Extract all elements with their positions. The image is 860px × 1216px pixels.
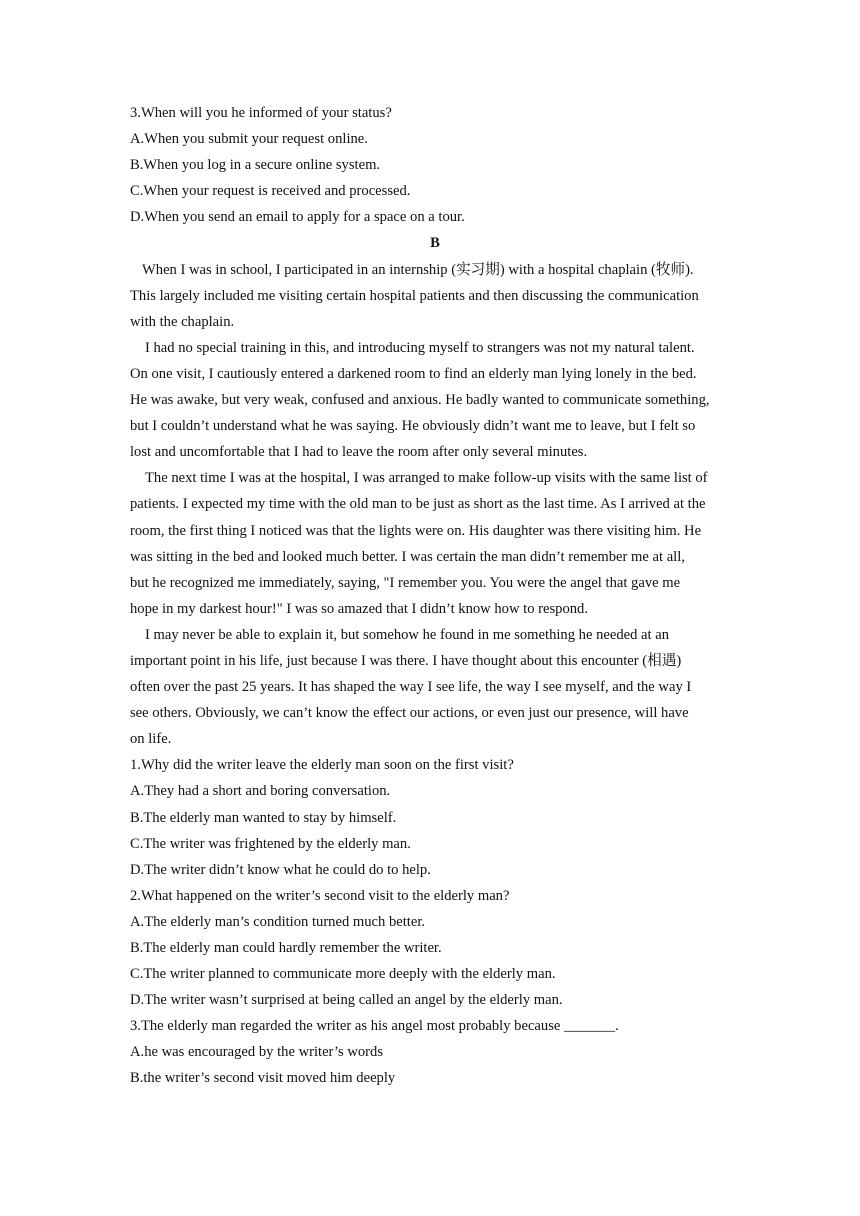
paragraph-line: I may never be able to explain it, but somehow he found in me something he needed at an (145, 626, 670, 643)
paragraph-line: on life. (130, 731, 172, 748)
question-b2 (130, 883, 740, 1013)
paragraph-line: but I couldn’t understand what he was saying. He obviously didn’t want me to leave, but I felt so (130, 418, 696, 435)
paragraph-line: important point in his life, just because I was there. I have thought about this encounter (相遇) (130, 652, 682, 669)
option-b: B.The elderly man wanted to stay by himself. (130, 809, 397, 826)
option-b: B.When you log in a secure online system. (130, 157, 381, 174)
document-page (130, 100, 740, 1092)
question-a3 (130, 100, 740, 230)
passage-paragraph-1 (130, 257, 740, 335)
paragraph-line: room, the first thing I noticed was that the lights were on. His daughter was there visiting him. He (130, 522, 702, 539)
paragraph-line: On one visit, I cautiously entered a darkened room to find an elderly man lying lonely in the bed. (130, 365, 697, 382)
passage-paragraph-4 (130, 622, 740, 752)
passage-paragraph-3 (130, 465, 740, 622)
paragraph-line: hope in my darkest hour!" I was so amazed that I didn’t know how to respond. (130, 600, 588, 617)
paragraph-line: I had no special training in this, and introducing myself to strangers was not my natural talent. (145, 339, 695, 356)
question-text: 2.What happened on the writer’s second visit to the elderly man? (130, 887, 510, 904)
option-c: C.The writer was frightened by the elderly man. (130, 835, 411, 852)
paragraph-line: The next time I was at the hospital, I was arranged to make follow-up visits with the same list of (145, 470, 708, 487)
option-a: A.When you submit your request online. (130, 131, 368, 148)
question-b1 (130, 752, 740, 882)
question-text: 3.The elderly man regarded the writer as his angel most probably because _______. (130, 1018, 619, 1035)
paragraph-line: was sitting in the bed and looked much better. I was certain the man didn’t remember me at all, (130, 548, 685, 565)
section-heading: B (430, 235, 440, 252)
option-a: A.he was encouraged by the writer’s words (130, 1044, 384, 1061)
paragraph-line: with the chaplain. (130, 313, 235, 330)
paragraph-line: but he recognized me immediately, saying, "I remember you. You were the angel that gave me (130, 574, 681, 591)
paragraph-line: When I was in school, I participated in an internship (实习期) with a hospital chaplain (牧师). (142, 261, 694, 278)
option-d: D.When you send an email to apply for a space on a tour. (130, 209, 465, 226)
paragraph-line: patients. I expected my time with the old man to be just as short as the last time. As I arrived at the (130, 496, 706, 513)
paragraph-line: lost and uncomfortable that I had to leave the room after only several minutes. (130, 444, 588, 461)
option-d: D.The writer wasn’t surprised at being called an angel by the elderly man. (130, 992, 563, 1009)
paragraph-line: This largely included me visiting certain hospital patients and then discussing the communication (130, 287, 699, 304)
paragraph-line: often over the past 25 years. It has shaped the way I see life, the way I see myself, and the way I (130, 679, 692, 696)
paragraph-line: see others. Obviously, we can’t know the effect our actions, or even just our presence, will have (130, 705, 689, 722)
option-c: C.The writer planned to communicate more deeply with the elderly man. (130, 966, 556, 983)
question-text: 1.Why did the writer leave the elderly man soon on the first visit? (130, 757, 514, 774)
passage-paragraph-2 (130, 335, 740, 465)
option-a: A.They had a short and boring conversation. (130, 783, 391, 800)
question-text: 3.When will you he informed of your status? (130, 105, 392, 121)
question-b3 (130, 1013, 740, 1091)
option-b: B.The elderly man could hardly remember the writer. (130, 940, 442, 956)
option-a: A.The elderly man’s condition turned much better. (130, 913, 426, 930)
paragraph-line: He was awake, but very weak, confused and anxious. He badly wanted to communicate something, (130, 392, 710, 409)
option-b: B.the writer’s second visit moved him deeply (130, 1070, 396, 1087)
option-d: D.The writer didn’t know what he could do to help. (130, 861, 431, 878)
option-c: C.When your request is received and processed. (130, 183, 411, 200)
